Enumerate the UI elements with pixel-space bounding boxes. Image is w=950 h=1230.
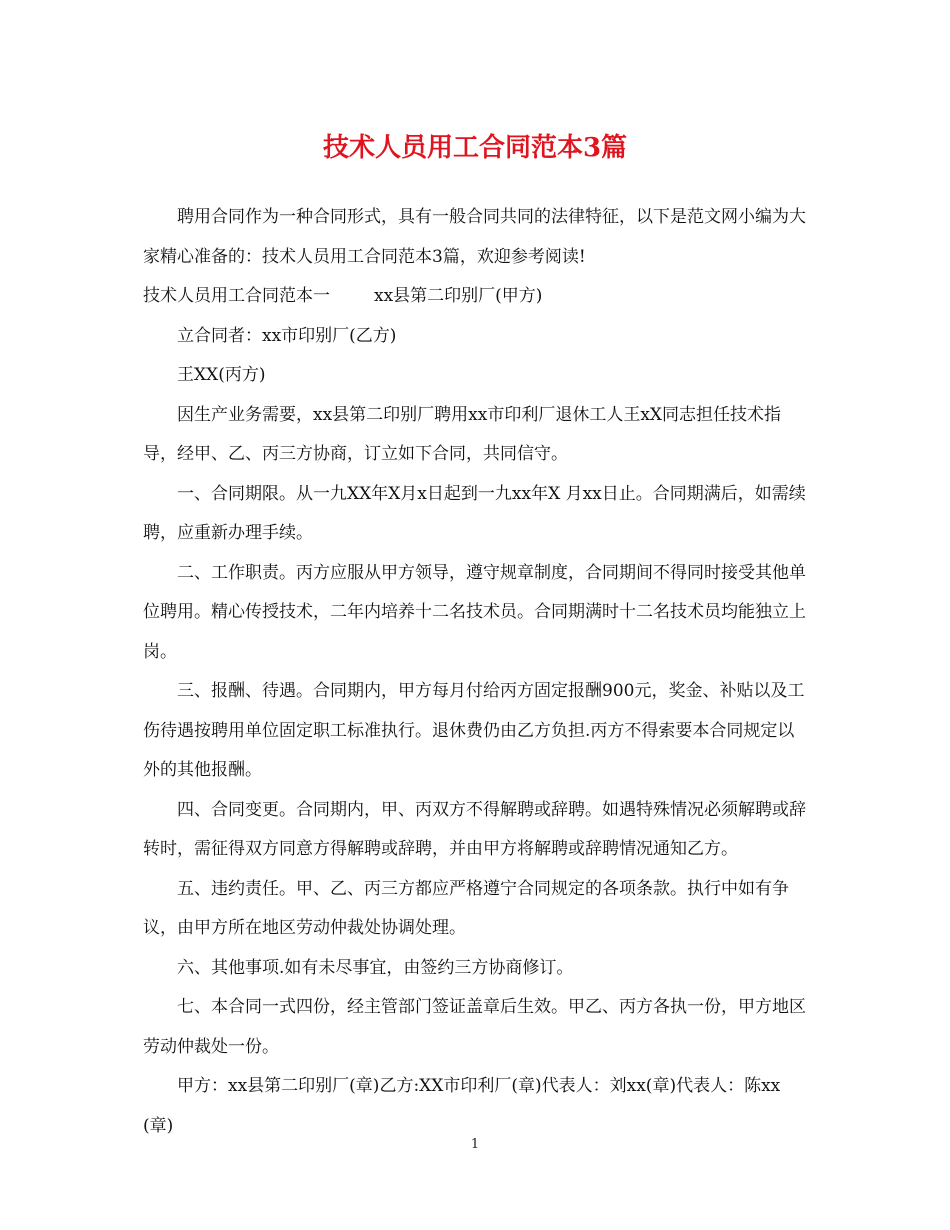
party-c-line: 王XX(丙方) [177,365,266,385]
section-heading-line [143,277,807,317]
page-number: 1 [470,1137,480,1152]
party-a: xx县第二印别厂(甲方) [374,286,543,306]
paragraph-copies: 七、本合同一式四份，经主管部门签证盖章后生效。甲乙、丙方各执一份，甲方地区劳动仲裁处一份。 [143,997,806,1057]
section-heading: 技术人员用工合同范本一 [143,286,330,306]
paragraph-purpose: 因生产业务需要，xx县第二印别厂聘用xx市印利厂退休工人王xX同志担任技术指导，经甲、乙、丙三方协商，订立如下合同，共同信守。 [143,404,782,464]
document-title: 技术人员用工合同范本3篇 [322,133,628,163]
document-body [143,198,807,1146]
paragraph-compensation: 三、报酬、待遇。合同期内，甲方每月付给丙方固定报酬900元，奖金、补贴以及工伤待遇按聘用单位固定职工标准执行。退休费仍由乙方负担.丙方不得索要本合同规定以外的其他报酬。 [143,681,805,780]
paragraph-liability: 五、违约责任。甲、乙、丙三方都应严格遵宁合同规定的各项条款。执行中如有争议，由甲方所在地区劳动仲裁处协调处理。 [143,878,789,938]
intro-paragraph: 聘用合同作为一种合同形式，具有一般合同共同的法律特征，以下是范文网小编为大家精心准备的：技术人员用工合同范本3篇，欢迎参考阅读! [143,207,806,267]
paragraph-changes: 四、合同变更。合同期内，甲、丙双方不得解聘或辞聘。如遇特殊情况必须解聘或辞转时，需征得双方同意方得解聘或辞聘，并由甲方将解聘或辞聘情况通知乙方。 [143,799,806,859]
paragraph-duties: 二、工作职责。丙方应服从甲方领导，遵守规章制度，合同期间不得同时接受其他单位聘用。精心传授技术，二年内培养十二名技术员。合同期满时十二名技术员均能独立上岗。 [143,562,806,662]
paragraph-signatures: 甲方：xx县第二印别厂(章)乙方:XX市印利厂(章)代表人：刘xx(章)代表人：陈xx(章) [143,1076,781,1136]
paragraph-term: 一、合同期限。从一九XX年X月x日起到一九xx年X 月xx日止。合同期满后，如需续聘，应重新办理手续。 [143,483,806,543]
party-b-line: 立合同者：xx市印别厂(乙方) [177,325,397,346]
paragraph-other: 六、其他事项.如有未尽事宜，由签约三方协商修订。 [177,957,574,978]
